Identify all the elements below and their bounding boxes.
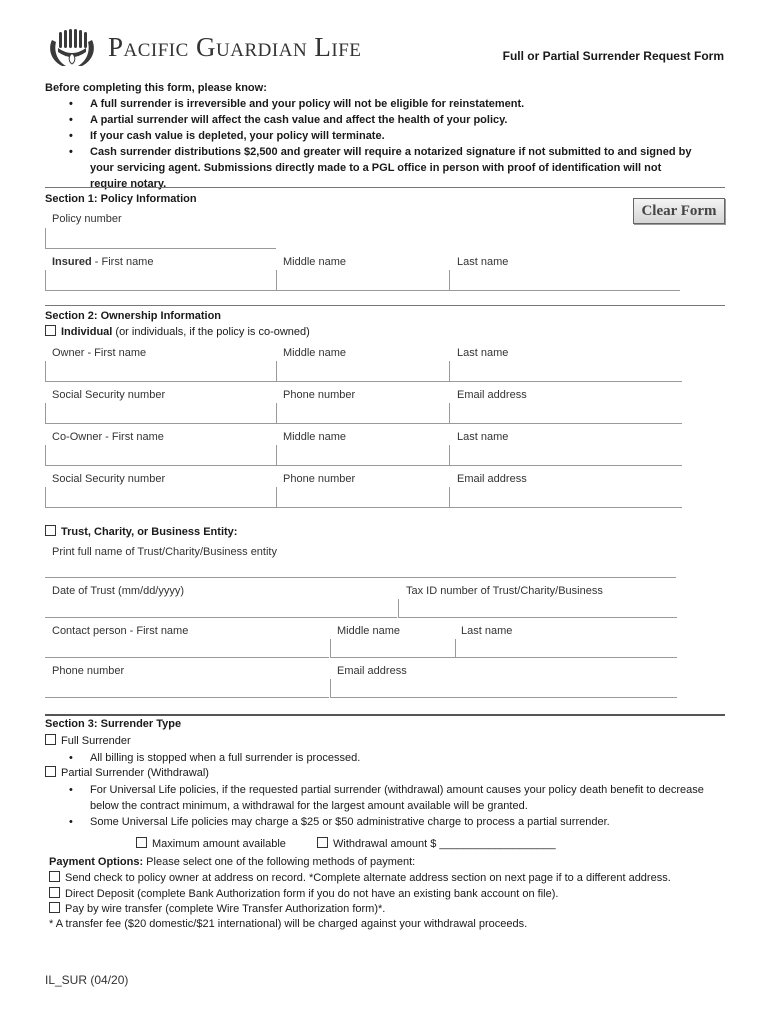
individual-option[interactable] [45, 325, 310, 338]
coowner-first-label: Co-Owner - First name [52, 431, 164, 443]
partial-surrender-option[interactable] [45, 766, 209, 779]
contact-last-label: Last name [461, 625, 513, 637]
intro-bullets [45, 96, 695, 192]
trust-option[interactable] [45, 525, 237, 538]
list-item: • A full surrender is irreversible and your policy will not be eligible for reinstatement. [45, 96, 695, 112]
coowner-ssn-field[interactable] [45, 487, 276, 508]
contact-phone-label: Phone number [52, 665, 125, 677]
trust-date-label: Date of Trust (mm/dd/yyyy) [52, 585, 185, 597]
list-item: • For Universal Life policies, if the requested partial surrender (withdrawal) amount causes your policy death benefit to decrease below the contract minimum, a withdrawal for the largest amount available will be granted. [45, 782, 725, 814]
insured-last-label: Last name [457, 256, 509, 268]
divider [45, 187, 725, 188]
trust-name-label: Print full name of Trust/Charity/Business entity [52, 546, 277, 558]
divider [45, 305, 725, 306]
list-item: • If your cash value is depleted, your policy will terminate. [45, 128, 695, 144]
max-amount-label: Maximum amount available [152, 838, 286, 850]
coowner-middle-field[interactable] [276, 445, 449, 466]
insured-middle-label: Middle name [283, 256, 346, 268]
owner-middle-label: Middle name [283, 347, 346, 359]
tax-id-label: Tax ID number of Trust/Charity/Business [406, 585, 603, 597]
withdrawal-amount-label: Withdrawal amount $ ___________________ [333, 838, 556, 850]
divider [45, 714, 725, 716]
payment-options-heading [49, 856, 415, 868]
insured-first-field[interactable] [45, 270, 276, 291]
insured-first-label [52, 256, 153, 268]
insured-label-bold: Insured [52, 256, 92, 268]
owner-last-label: Last name [457, 347, 509, 359]
full-surrender-option[interactable] [45, 734, 131, 747]
clear-form-button[interactable]: Clear Form [633, 198, 725, 224]
contact-phone-field[interactable] [45, 679, 329, 698]
coowner-middle-label: Middle name [283, 431, 346, 443]
trust-label: Trust, Charity, or Business Entity: [61, 526, 238, 538]
contact-first-label: Contact person - First name [52, 625, 189, 637]
payment-wire-checkbox[interactable] [49, 902, 60, 913]
coowner-first-field[interactable] [45, 445, 276, 466]
partial-surrender-notes [45, 782, 725, 830]
insured-label-rest: - First name [91, 256, 154, 268]
payment-option-check[interactable] [49, 871, 671, 884]
policy-number-field[interactable] [45, 228, 276, 249]
insured-last-field[interactable] [449, 270, 680, 291]
owner-email-label: Email address [457, 389, 527, 401]
partial-surrender-checkbox[interactable] [45, 766, 56, 777]
hands-icon [44, 28, 100, 68]
owner-phone-field[interactable] [276, 403, 449, 424]
coowner-phone-field[interactable] [276, 487, 449, 508]
coowner-last-field[interactable] [449, 445, 682, 466]
list-item: • A partial surrender will affect the cash value and affect the health of your policy. [45, 112, 695, 128]
payment-check-checkbox[interactable] [49, 871, 60, 882]
form-code: IL_SUR (04/20) [45, 973, 129, 987]
full-surrender-notes [45, 750, 705, 766]
list-item: • Some Universal Life policies may charge a $25 or $50 administrative charge to process a partial surrender. [45, 814, 725, 830]
list-item: • All billing is stopped when a full surrender is processed. [45, 750, 705, 766]
company-logo [44, 28, 444, 68]
form-title: Full or Partial Surrender Request Form [502, 49, 724, 63]
intro-heading: Before completing this form, please know: [45, 82, 267, 94]
owner-ssn-field[interactable] [45, 403, 276, 424]
payment-wire-label: Pay by wire transfer (complete Wire Transfer Authorization form)*. [65, 903, 386, 915]
max-amount-option[interactable] [136, 837, 286, 850]
section3-title: Section 3: Surrender Type [45, 718, 182, 730]
individual-checkbox[interactable] [45, 325, 56, 336]
coowner-ssn-label: Social Security number [52, 473, 166, 485]
owner-ssn-label: Social Security number [52, 389, 166, 401]
policy-number-label: Policy number [52, 213, 122, 225]
contact-email-label: Email address [337, 665, 407, 677]
full-surrender-checkbox[interactable] [45, 734, 56, 745]
individual-label-rest: (or individuals, if the policy is co-owned) [112, 326, 310, 338]
trust-date-field[interactable] [45, 599, 397, 618]
owner-middle-field[interactable] [276, 361, 449, 382]
payment-check-label: Send check to policy owner at address on record. *Complete alternate address section on next page if to a different address. [65, 872, 671, 884]
payment-deposit-label: Direct Deposit (complete Bank Authorization form if you do not have an existing bank account on file). [65, 888, 559, 900]
max-amount-checkbox[interactable] [136, 837, 147, 848]
section2-title: Section 2: Ownership Information [45, 310, 222, 322]
tax-id-field[interactable] [398, 599, 677, 618]
coowner-email-field[interactable] [449, 487, 682, 508]
trust-name-field[interactable] [45, 559, 676, 578]
payment-heading-bold: Payment Options: [49, 856, 144, 868]
owner-last-field[interactable] [449, 361, 682, 382]
list-item: • Cash surrender distributions $2,500 and greater will require a notarized signature if not submitted to and signed by your servicing agent. Submissions directly made to a PGL office in person with proof of identification will not require notary. [45, 144, 695, 192]
withdrawal-amount-checkbox[interactable] [317, 837, 328, 848]
owner-phone-label: Phone number [283, 389, 356, 401]
contact-middle-field[interactable] [330, 639, 455, 658]
contact-last-field[interactable] [455, 639, 677, 658]
insured-middle-field[interactable] [276, 270, 449, 291]
company-name: Pacific Guardian Life [108, 32, 362, 62]
full-surrender-label: Full Surrender [61, 735, 131, 747]
coowner-last-label: Last name [457, 431, 509, 443]
payment-option-direct-deposit[interactable] [49, 887, 558, 900]
owner-first-label: Owner - First name [52, 347, 147, 359]
section1-title: Section 1: Policy Information [45, 193, 197, 205]
payment-option-wire[interactable] [49, 902, 385, 915]
trust-checkbox[interactable] [45, 525, 56, 536]
coowner-phone-label: Phone number [283, 473, 356, 485]
withdrawal-amount-option[interactable] [317, 837, 556, 850]
individual-label-bold: Individual [61, 326, 113, 338]
contact-first-field[interactable] [45, 639, 329, 658]
contact-middle-label: Middle name [337, 625, 400, 637]
owner-first-field[interactable] [45, 361, 276, 382]
contact-email-field[interactable] [330, 679, 677, 698]
transfer-fee-note: * A transfer fee ($20 domestic/$21 international) will be charged against your withdrawal proceeds. [49, 918, 528, 930]
payment-heading-rest: Please select one of the following methods of payment: [143, 856, 416, 868]
partial-surrender-label: Partial Surrender (Withdrawal) [61, 767, 209, 779]
coowner-email-label: Email address [457, 473, 527, 485]
owner-email-field[interactable] [449, 403, 682, 424]
payment-deposit-checkbox[interactable] [49, 887, 60, 898]
